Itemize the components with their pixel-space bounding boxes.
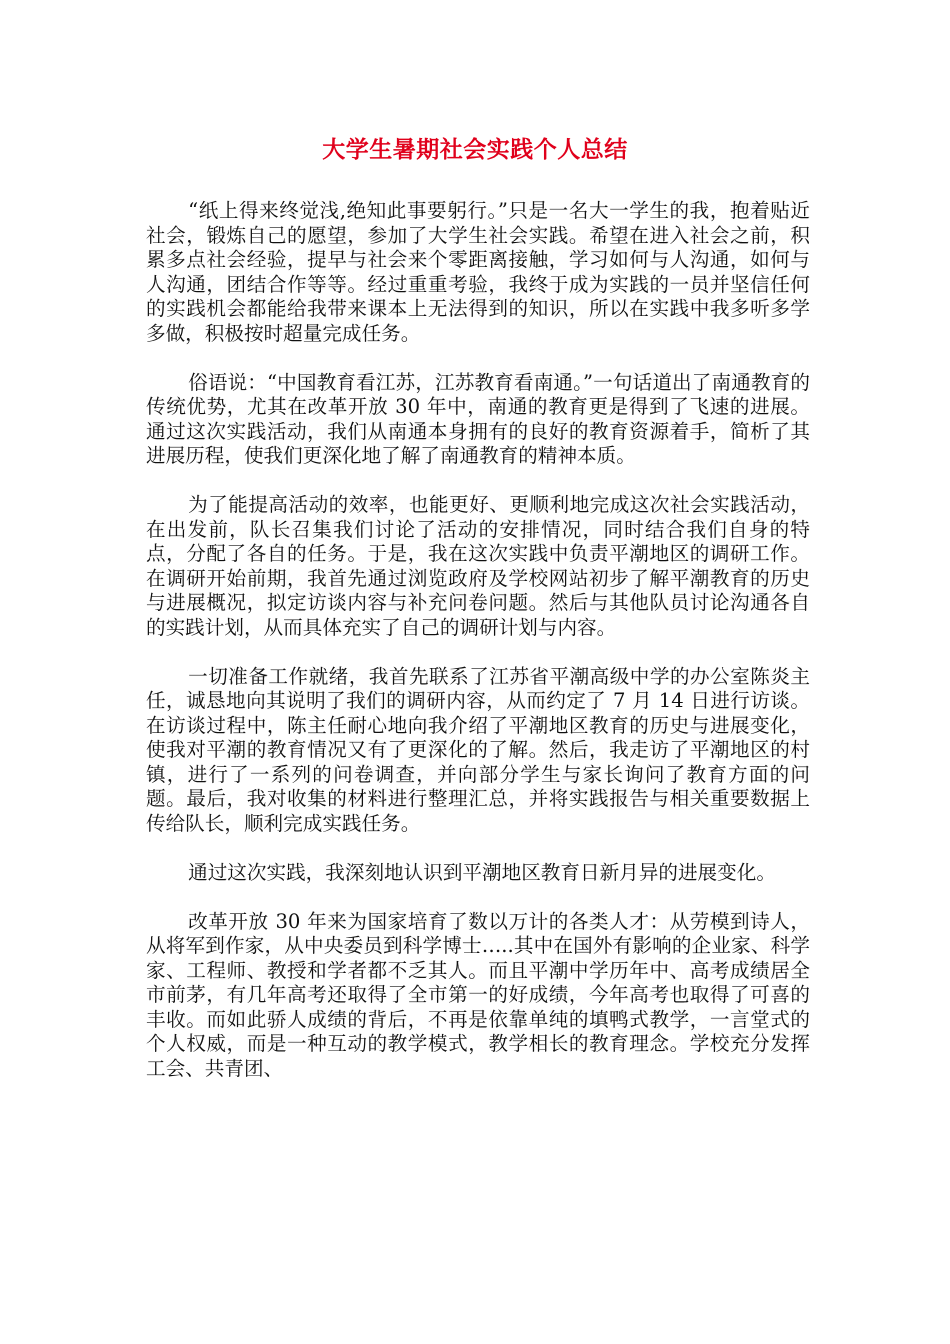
document-body (146, 199, 810, 1106)
paragraph-2: 俗语说：“中国教育看江苏，江苏教育看南通。”一句话道出了南通教育的传统优势，尤其在改革开放 30 年中，南通的教育更是得到了飞速的进展。通过这次实践活动，我们从南通本身拥有的良好的教育资源着手，简析了其进展历程，使我们更深化地了解了南通教育的精神本质。 (146, 370, 810, 467)
paragraph-3: 为了能提高活动的效率，也能更好、更顺利地完成这次社会实践活动，在出发前，队长召集我们讨论了活动的安排情况，同时结合我们自身的特点，分配了各自的任务。于是，我在这次实践中负责平潮地区的调研工作。在调研开始前期，我首先通过浏览政府及学校网站初步了解平潮教育的历史与进展概况，拟定访谈内容与补充问卷问题。然后与其他队员讨论沟通各自的实践计划，从而具体充实了自己的调研计划与内容。 (146, 493, 810, 639)
paragraph-6: 改革开放 30 年来为国家培育了数以万计的各类人才：从劳模到诗人，从将军到作家，从中央委员到科学博士…..其中在国外有影响的企业家、科学家、工程师、教授和学者都不乏其人。而且平潮中学历年中、高考成绩居全市前茅，有几年高考还取得了全市第一的好成绩，今年高考也取得了可喜的丰收。而如此骄人成绩的背后，不再是依靠单纯的填鸭式教学，一言堂式的个人权威，而是一种互动的教学模式，教学相长的教育理念。学校充分发挥工会、共青团、 (146, 909, 810, 1080)
document-title: 大学生暑期社会实践个人总结 (322, 137, 628, 163)
paragraph-1: “纸上得来终觉浅,绝知此事要躬行。”只是一名大一学生的我，抱着贴近社会，锻炼自己的愿望，参加了大学生社会实践。希望在进入社会之前，积累多点社会经验，提早与社会来个零距离接触，学习如何与人沟通，如何与人沟通，团结合作等等。经过重重考验，我终于成为实践的一员并坚信任何的实践机会都能给我带来课本上无法得到的知识，所以在实践中我多听多学多做，积极按时超量完成任务。 (146, 199, 810, 345)
paragraph-4: 一切准备工作就绪，我首先联系了江苏省平潮高级中学的办公室陈炎主任，诚恳地向其说明了我们的调研内容，从而约定了 7 月 14 日进行访谈。在访谈过程中，陈主任耐心地向我介绍了平潮地区教育的历史与进展变化，使我对平潮的教育情况又有了更深化的了解。然后，我走访了平潮地区的村镇，进行了一系列的问卷调查，并向部分学生与家长询问了教育方面的问题。最后，我对收集的材料进行整理汇总，并将实践报告与相关重要数据上传给队长，顺利完成实践任务。 (146, 664, 810, 835)
paragraph-5: 通过这次实践，我深刻地认识到平潮地区教育日新月异的进展变化。 (188, 860, 776, 884)
